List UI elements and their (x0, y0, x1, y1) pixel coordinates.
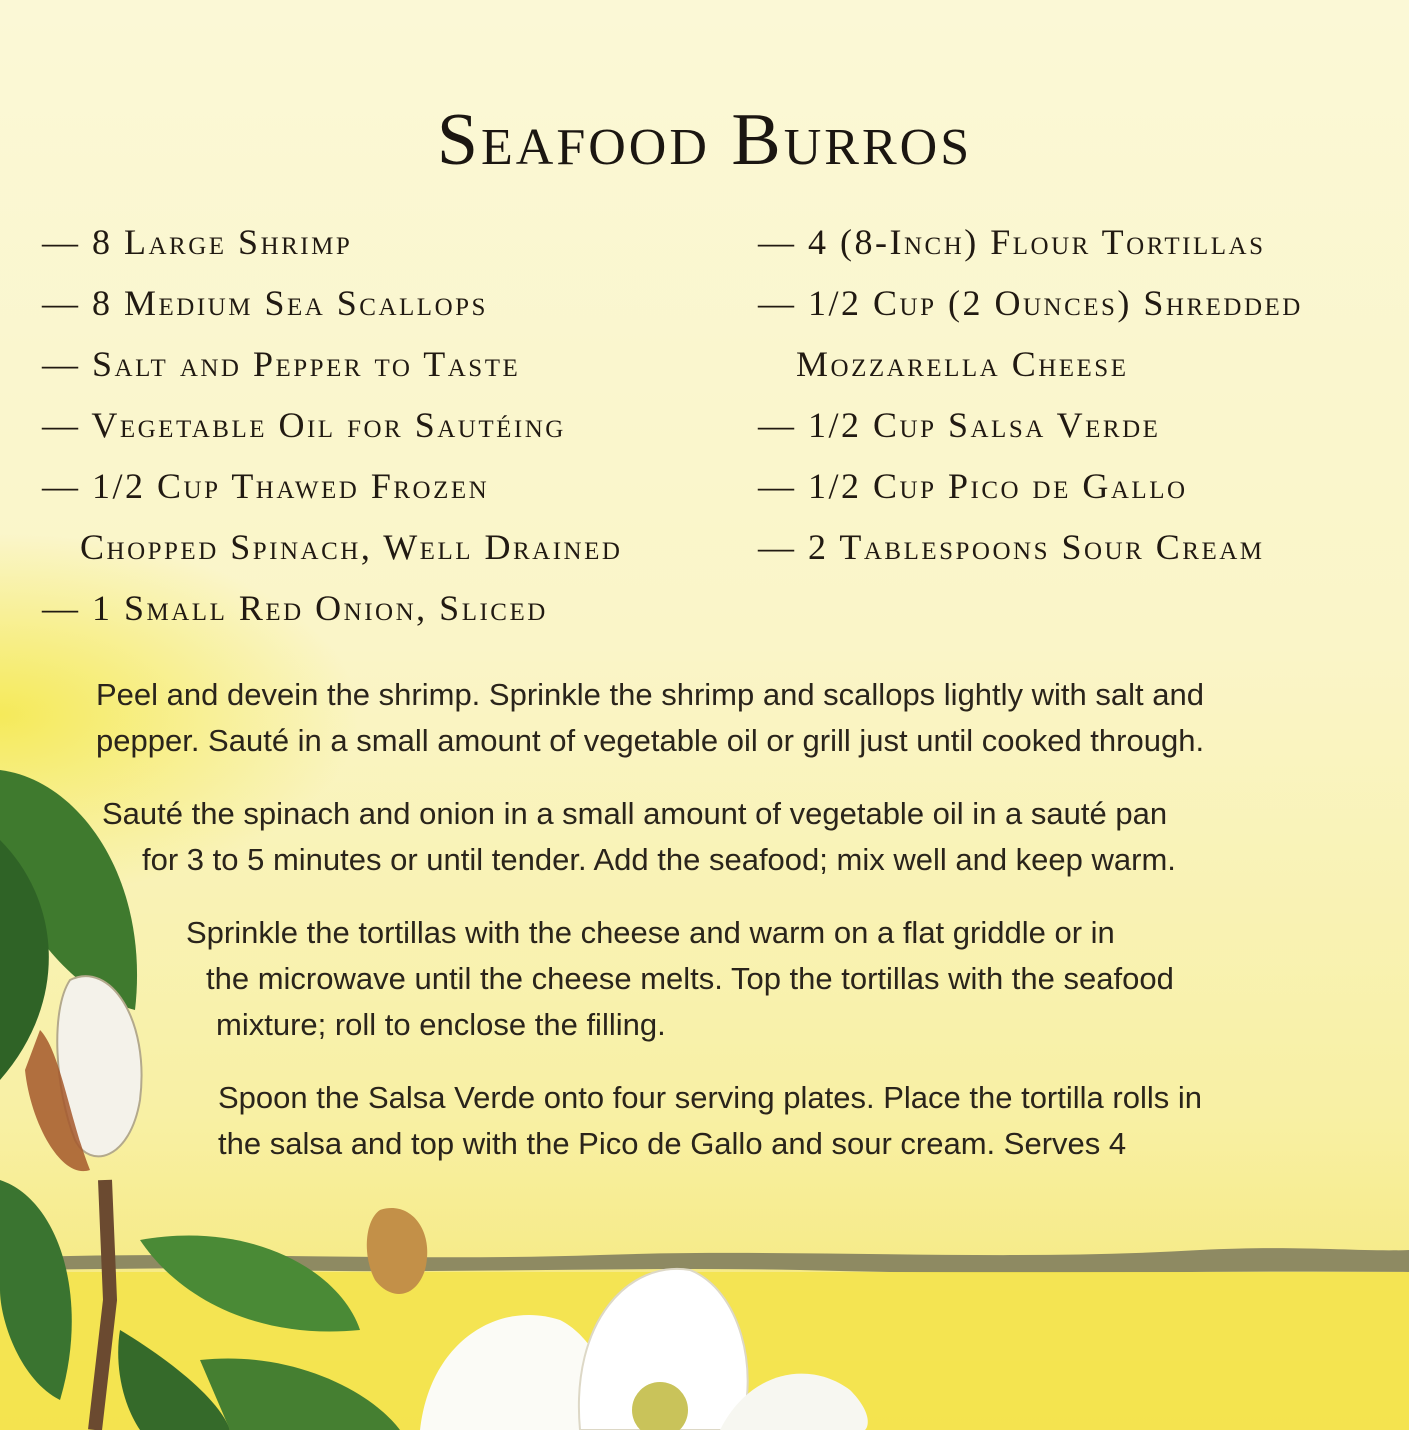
instruction-line: pepper. Sauté in a small amount of vegetable oil or grill just until cooked through. (96, 723, 1205, 758)
ingredient-item: — 1/2 Cup Salsa Verde (758, 405, 1161, 445)
ingredient-item: — 8 Large Shrimp (42, 222, 353, 262)
instruction-line: Sprinkle the tortillas with the cheese and warm on a flat griddle or in (186, 915, 1115, 950)
instruction-step-4 (218, 1075, 1202, 1167)
instruction-line: Peel and devein the shrimp. Sprinkle the shrimp and scallops lightly with salt and (96, 677, 1204, 712)
ingredient-item: — 1/2 Cup Thawed Frozen (42, 466, 490, 506)
instruction-step-1 (96, 672, 1204, 764)
ingredient-item-continued: Chopped Spinach, Well Drained (80, 527, 623, 567)
instruction-step-3 (186, 910, 1174, 1048)
ingredient-item-continued: Mozzarella Cheese (796, 344, 1129, 384)
ingredient-item: — 8 Medium Sea Scallops (42, 283, 488, 323)
instruction-step-2 (102, 791, 1176, 883)
ingredient-item: — 1 Small Red Onion, Sliced (42, 588, 548, 628)
instruction-line: mixture; roll to enclose the filling. (216, 1007, 666, 1042)
ingredient-item: — Vegetable Oil for Sautéing (42, 405, 566, 445)
instruction-line: Spoon the Salsa Verde onto four serving plates. Place the tortilla rolls in (218, 1080, 1202, 1115)
instruction-line: Sauté the spinach and onion in a small amount of vegetable oil in a sauté pan (102, 796, 1168, 831)
seed-pod (367, 1208, 427, 1294)
ingredient-item: — 1/2 Cup (2 Ounces) Shredded (758, 283, 1303, 323)
instruction-line: the salsa and top with the Pico de Gallo and sour cream. Serves 4 (218, 1126, 1127, 1161)
ingredient-item: — 2 Tablespoons Sour Cream (758, 527, 1265, 567)
ingredient-item: — 4 (8-Inch) Flour Tortillas (758, 222, 1266, 262)
recipe-title: Seafood Burros (436, 99, 973, 181)
ingredient-item: — Salt and Pepper to Taste (42, 344, 521, 384)
instruction-line: the microwave until the cheese melts. Top the tortillas with the seafood (206, 961, 1174, 996)
ingredient-item: — 1/2 Cup Pico de Gallo (758, 466, 1188, 506)
instruction-line: for 3 to 5 minutes or until tender. Add the seafood; mix well and keep warm. (142, 842, 1176, 877)
